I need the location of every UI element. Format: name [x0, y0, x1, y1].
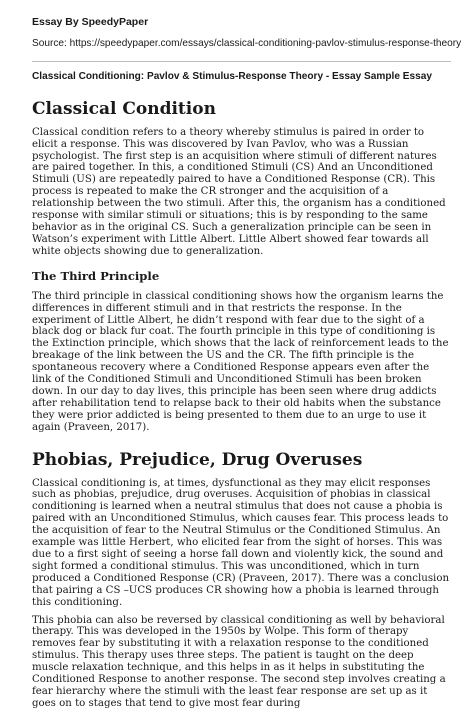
essay-title: Classical Conditioning: Pavlov & Stimulus-Response Theory - Essay Sample Essay [32, 70, 432, 82]
header-divider [32, 61, 451, 62]
paragraph-classical-condition: Classical condition refers to a theory whereby stimulus is paired in order to elicit a response. This was discovered by Ivan Pavlov, who was a Russian psychologist. The first step is an acquisition where stimuli of different natures are paired together. In this, a conditioned Stimuli (CS) And an Unconditioned Stimuli (US) are repeatedly paired to have a Conditioned Response (CR). This process is repeated to make the CR stronger and the acquisition of a relationship between the two stimuli. After this, the organism has a conditioned response with similar stimuli or situations; this is by responding to the same behavior as in the original CS. Such a generalization principle can be seen in Watson’s experiment with Little Albert. Little Albert showed fear towards all white objects showing due to generalization. [32, 126, 446, 257]
paragraph-phobias-1: Classical conditioning is, at times, dysfunctional as they may elicit responses such as phobias, prejudice, drug overuses. Acquisition of phobias in classical conditioning is learned when a neutral stimulus that does not cause a phobia is paired with an Unconditioned Stimulus, which causes fear. This process leads to the acquisition of fear to the Neutral Stimulus or the Conditioned Stimulus. An example was little Herbert, who elicited fear from the sight of horses. This was due to a first sight of seeing a horse fall down and violently kick, the sound and sight formed a conditional stimulus. This was unconditioned, which in turn produced a Conditioned Response (CR) (Praveen, 2017). There was a conclusion that pairing a CS –UCS produces CR showing how a phobia is learned through this conditioning. [32, 477, 450, 608]
source-link[interactable]: Source: https://speedypaper.com/essays/classical-conditioning-pavlov-stimulus-response-theory [32, 37, 462, 49]
paragraph-phobias-2: This phobia can also be reversed by classical conditioning as well by behavioral therapy. This was developed in the 1950s by Wolpe. This form of therapy removes fear by substituting it with a relaxation response to the conditioned stimulus. This therapy uses three steps. The patient is taught on the deep muscle relaxation technique, and this helps in as it helps in substituting the Conditioned Response to another response. The second step involves creating a fear hierarchy where the stimuli with the least fear response are set up as it goes on to stages that tend to give most fear during [32, 614, 446, 709]
section-heading-classical-condition: Classical Condition [32, 98, 216, 119]
paragraph-third-principle: The third principle in classical conditioning shows how the organism learns the differences in different stimuli and in that restricts the response. In the experiment of Little Albert, he didn’t respond with fear due to the sight of a black dog or black fur coat. The fourth principle in this type of conditioning is the Extinction principle, which shows that the lack of reinforcement leads to the breakage of the link between the US and the CR. The fifth principle is the spontaneous recovery where a Conditioned Response appears even after the link of the Conditioned Stimuli and Unconditioned Stimuli has been broken down. In our day to day lives, this principle has been seen where drug addicts after rehabilitation tend to relapse back to their old habits when the substance they were prior addicted is being presented to them due to an urge to use it again (Praveen, 2017). [32, 290, 449, 433]
section-heading-phobias: Phobias, Prejudice, Drug Overuses [32, 449, 363, 470]
brand-label: Essay By SpeedyPaper [32, 16, 149, 28]
subheading-third-principle: The Third Principle [32, 268, 160, 283]
